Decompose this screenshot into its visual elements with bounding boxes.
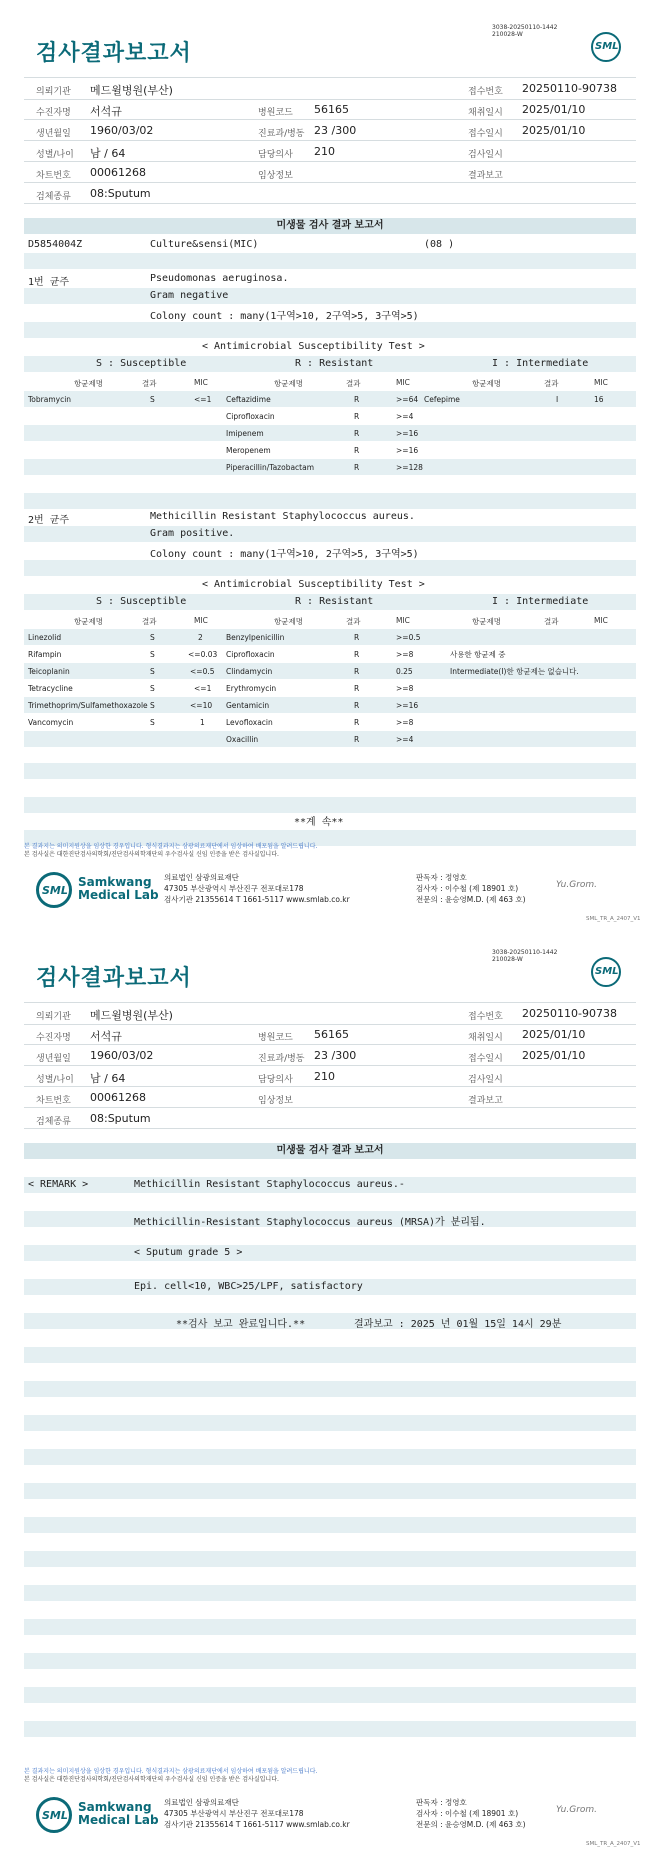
doctor-value: 210 [314, 145, 335, 158]
birth-value: 1960/03/02 [90, 1049, 154, 1062]
test-name: Culture&sensi(MIC) [150, 239, 259, 250]
specimen-value: 08:Sputum [90, 1112, 151, 1125]
sml-logo-icon: SML [591, 32, 621, 62]
ast2-row-result: S [150, 701, 155, 710]
ast2-row-result: R [354, 684, 360, 693]
ast2-s-legend: S : Susceptible [96, 596, 187, 607]
sex-age-value: 남 / 64 [90, 1072, 126, 1085]
ast1-i-legend: I : Intermediate [492, 358, 589, 369]
report-title: 검사결과보고서 [36, 41, 192, 66]
ast1-row-mic: <=1 [194, 395, 212, 404]
doctor-label: 담당의사 [258, 150, 293, 160]
ast2-row-drug: Vancomycin [28, 718, 74, 727]
collect-date-value: 2025/01/10 [522, 103, 586, 116]
ast2-title: < Antimicrobial Susceptibility Test > [202, 579, 425, 590]
ast2-col-drug-2: 항균제명 [274, 617, 303, 626]
ast2-row-mic: >=8 [396, 650, 414, 659]
form-code: SML_TR_A_2407_V1 [586, 916, 641, 922]
lab-name: Samkwang Medical Lab [78, 875, 159, 902]
dept-label: 진료과/병동 [258, 1054, 305, 1064]
doctor-label: 담당의사 [258, 1075, 293, 1085]
ast1-col-result-1: 결과 [142, 379, 157, 388]
birth-value: 1960/03/02 [90, 124, 154, 137]
ast2-row-result: R [354, 701, 360, 710]
organism2-gram: Gram positive. [150, 528, 235, 539]
ast2-row-mic: <=10 [190, 701, 213, 710]
report-time: 결과보고 : 2025 년 01월 15일 14시 29분 [354, 1319, 562, 1330]
footer-notice1: 본 결과지는 의미지원상을 임상한 경우입니다. 형식결과지는 삼광의료재단에서 임상하여 배포됨을 알려드립니다. [24, 843, 318, 850]
ast2-row-result: R [354, 718, 360, 727]
receipt-no-value: 20250110-90738 [522, 82, 617, 95]
clinical-label: 임상정보 [258, 1096, 293, 1106]
ast2-col-mic-1: MIC [194, 616, 208, 625]
name-value: 서석규 [90, 105, 122, 118]
ast2-i-legend: I : Intermediate [492, 596, 589, 607]
ast2-row-mic: <=1 [194, 684, 212, 693]
ast1-row-mic: 16 [594, 395, 604, 404]
ast1-title: < Antimicrobial Susceptibility Test > [202, 341, 425, 352]
ast2-row-drug: Gentamicin [226, 701, 270, 710]
ast2-row-result: R [354, 667, 360, 676]
ast1-row-result: R [354, 463, 360, 472]
sml-logo-icon: SML [36, 1797, 72, 1833]
birth-label: 생년월일 [36, 1054, 71, 1064]
receipt-date-value: 2025/01/10 [522, 124, 586, 137]
collect-date-value: 2025/01/10 [522, 1028, 586, 1041]
ast1-s-legend: S : Susceptible [96, 358, 187, 369]
hospital-value: 메드윌병원(부산) [90, 1009, 173, 1022]
ast1-row-result: R [354, 446, 360, 455]
ast2-row-mic: 1 [200, 718, 205, 727]
dept-value: 23 /300 [314, 124, 357, 137]
ast2-col-mic-2: MIC [396, 616, 410, 625]
ast2-row-result: S [150, 667, 155, 676]
ast1-row-mic: >=64 [396, 395, 419, 404]
collect-date-label: 채취일시 [468, 1033, 503, 1043]
footer-notice1: 본 결과지는 의미지원상을 임상한 경우입니다. 형식결과지는 삼광의료재단에서 임상하여 배포됨을 알려드립니다. [24, 1768, 318, 1775]
organism1-name: Pseudomonas aeruginosa. [150, 273, 289, 284]
micro-section-title: 미생물 검사 결과 보고서 [24, 218, 636, 234]
ast2-row-result: R [354, 633, 360, 642]
hospital-value: 메드윌병원(부산) [90, 84, 173, 97]
ast1-row-mic: >=16 [396, 429, 419, 438]
ast2-row-mic: 0.25 [396, 667, 413, 676]
ast1-row-drug: Ciprofloxacin [226, 412, 275, 421]
remark-line-3: < Sputum grade 5 > [134, 1247, 243, 1258]
organism2-colony: Colony count : many(1구역>10, 2구역>5, 3구역>5) [150, 549, 419, 560]
ast2-row-drug: Clindamycin [226, 667, 273, 676]
test-code: D5854004Z [28, 239, 83, 250]
hospital-code-label: 병원코드 [258, 108, 293, 118]
specimen-label: 검체종류 [36, 192, 71, 202]
ast2-col-drug-3: 항균제명 [472, 617, 501, 626]
chart-label: 차트번호 [36, 1096, 71, 1106]
ast1-col-drug-2: 항균제명 [274, 379, 303, 388]
ast2-col-result-1: 결과 [142, 617, 157, 626]
ast2-col-drug-1: 항균제명 [74, 617, 103, 626]
ast2-row-drug: Teicoplanin [28, 667, 70, 676]
ast2-row-drug: Erythromycin [226, 684, 277, 693]
ast2-row-result: R [354, 650, 360, 659]
micro-section-title: 미생물 검사 결과 보고서 [24, 1143, 636, 1159]
sml-logo-icon: SML [36, 872, 72, 908]
ast2-row-drug: Trimethoprim/Sulfamethoxazole [28, 701, 148, 710]
chart-value: 00061268 [90, 1091, 146, 1104]
ast1-row-mic: >=128 [396, 463, 423, 472]
remark-line-2: Methicillin-Resistant Staphylococcus aureus (MRSA)가 분리됨. [134, 1217, 486, 1228]
hospital-code-label: 병원코드 [258, 1033, 293, 1043]
ast2-row-drug: Rifampin [28, 650, 62, 659]
ast1-row-result: I [556, 395, 559, 404]
ast1-col-drug-1: 항균제명 [74, 379, 103, 388]
name-label: 수진자명 [36, 1033, 71, 1043]
signers: 판독자 : 정영호 검사자 : 이수철 (제 18901 호) 전문의 : 윤승영M.D. (제 463 호) [416, 1798, 526, 1829]
ast2-col-result-3: 결과 [544, 617, 559, 626]
receipt-date-label: 접수일시 [468, 129, 503, 139]
ast2-row-mic: 2 [198, 633, 203, 642]
result-report-label: 결과보고 [468, 171, 503, 181]
barcode-text: 3038-20250110-1442 210028-W [492, 24, 558, 38]
organism2-label: 2번 균주 [28, 515, 70, 526]
receipt-no-label: 접수번호 [468, 1012, 503, 1022]
ast2-row-drug: Oxacillin [226, 735, 259, 744]
organism1-label: 1번 균주 [28, 277, 70, 288]
sex-age-label: 성별/나이 [36, 1075, 74, 1085]
receipt-no-label: 접수번호 [468, 87, 503, 97]
dept-value: 23 /300 [314, 1049, 357, 1062]
ast1-col-result-2: 결과 [346, 379, 361, 388]
ast1-r-legend: R : Resistant [295, 358, 374, 369]
ast1-col-mic-3: MIC [594, 378, 608, 387]
ast2-row-mic: >=0.5 [396, 633, 421, 642]
ast1-row-drug: Ceftazidime [226, 395, 271, 404]
chart-label: 차트번호 [36, 171, 71, 181]
specimen-label: 검체종류 [36, 1117, 71, 1127]
dept-label: 진료과/병동 [258, 129, 305, 139]
ast1-col-mic-2: MIC [396, 378, 410, 387]
ast2-row-mic: <=0.5 [190, 667, 215, 676]
ast2-row-mic: >=8 [396, 718, 414, 727]
signers: 판독자 : 정영호 검사자 : 이수철 (제 18901 호) 전문의 : 윤승영M.D. (제 463 호) [416, 873, 526, 904]
ast2-note2: Intermediate(I)한 항균제는 없습니다. [450, 667, 579, 676]
sml-logo-icon: SML [591, 957, 621, 987]
ast2-row-mic: >=16 [396, 701, 419, 710]
specimen-value: 08:Sputum [90, 187, 151, 200]
clinical-label: 임상정보 [258, 171, 293, 181]
ast2-r-legend: R : Resistant [295, 596, 374, 607]
sex-age-value: 남 / 64 [90, 147, 126, 160]
result-report-label: 결과보고 [468, 1096, 503, 1106]
name-label: 수진자명 [36, 108, 71, 118]
footer-notice2: 본 검사실은 대한진단검사의학회/진단검사의학재단의 우수검사실 신임 인증을 받은 검사실입니다. [24, 851, 279, 858]
hospital-code-value: 56165 [314, 103, 349, 116]
form-code: SML_TR_A_2407_V1 [586, 1841, 641, 1847]
ast1-row-result: R [354, 412, 360, 421]
ast1-row-drug: Piperacillin/Tazobactam [226, 463, 315, 472]
ast2-row-result: S [150, 718, 155, 727]
ast2-row-result: S [150, 684, 155, 693]
remark-line-4: Epi. cell<10, WBC>25/LPF, satisfactory [134, 1281, 363, 1292]
ast1-col-result-3: 결과 [544, 379, 559, 388]
signature: Yu.Grom. [556, 880, 598, 890]
sex-age-label: 성별/나이 [36, 150, 74, 160]
ast2-row-result: S [150, 633, 155, 642]
receipt-no-value: 20250110-90738 [522, 1007, 617, 1020]
continued-text: **계 속** [294, 817, 344, 828]
name-value: 서석규 [90, 1030, 122, 1043]
ast1-row-result: R [354, 395, 360, 404]
ast2-row-drug: Levofloxacin [226, 718, 273, 727]
organism1-colony: Colony count : many(1구역>10, 2구역>5, 3구역>5) [150, 311, 419, 322]
ast1-row-drug: Tobramycin [28, 395, 72, 404]
ast1-col-drug-3: 항균제명 [472, 379, 501, 388]
lab-name: Samkwang Medical Lab [78, 1800, 159, 1827]
hospital-label: 의뢰기관 [36, 1012, 71, 1022]
receipt-date-label: 접수일시 [468, 1054, 503, 1064]
hospital-label: 의뢰기관 [36, 87, 71, 97]
signature: Yu.Grom. [556, 1805, 598, 1815]
doctor-value: 210 [314, 1070, 335, 1083]
ast2-row-result: R [354, 735, 360, 744]
ast2-row-drug: Tetracycline [28, 684, 73, 693]
test-spec: (08 ) [424, 239, 455, 250]
ast1-col-mic-1: MIC [194, 378, 208, 387]
ast2-row-result: S [150, 650, 155, 659]
barcode-text: 3038-20250110-1442 210028-W [492, 949, 558, 963]
ast2-row-mic: >=8 [396, 684, 414, 693]
birth-label: 생년월일 [36, 129, 71, 139]
ast1-row-drug: Imipenem [226, 429, 264, 438]
ast2-row-mic: <=0.03 [188, 650, 218, 659]
lab-address: 의료법인 삼광의료재단 47305 부산광역시 부산진구 전포대로178 검사기관 21355614 T 1661-5117 www.smlab.co.kr [164, 1798, 350, 1829]
organism1-gram: Gram negative [150, 290, 229, 301]
receipt-date-value: 2025/01/10 [522, 1049, 586, 1062]
ast1-row-result: R [354, 429, 360, 438]
remark-label: < REMARK > [28, 1179, 89, 1190]
remark-line-1: Methicillin Resistant Staphylococcus aureus.- [134, 1179, 405, 1190]
hospital-code-value: 56165 [314, 1028, 349, 1041]
ast1-row-mic: >=16 [396, 446, 419, 455]
report-page-2 [0, 925, 655, 1850]
ast1-row-result: S [150, 395, 155, 404]
report-complete: **검사 보고 완료입니다.** [176, 1319, 306, 1330]
collect-date-label: 채취일시 [468, 108, 503, 118]
exam-date-label: 검사일시 [468, 1075, 503, 1085]
footer-notice2: 본 검사실은 대한진단검사의학회/진단검사의학재단의 우수검사실 신임 인증을 받은 검사실입니다. [24, 1776, 279, 1783]
ast2-row-drug: Linezolid [28, 633, 62, 642]
ast2-col-result-2: 결과 [346, 617, 361, 626]
exam-date-label: 검사일시 [468, 150, 503, 160]
lab-address: 의료법인 삼광의료재단 47305 부산광역시 부산진구 전포대로178 검사기관 21355614 T 1661-5117 www.smlab.co.kr [164, 873, 350, 904]
ast1-row-mic: >=4 [396, 412, 414, 421]
chart-value: 00061268 [90, 166, 146, 179]
ast1-row-drug: Meropenem [226, 446, 271, 455]
report-title: 검사결과보고서 [36, 966, 192, 991]
ast2-row-mic: >=4 [396, 735, 414, 744]
ast2-col-mic-3: MIC [594, 616, 608, 625]
ast2-row-drug: Benzylpenicillin [226, 633, 285, 642]
ast1-row-drug: Cefepime [424, 395, 460, 404]
ast2-row-drug: Ciprofloxacin [226, 650, 275, 659]
ast2-note1: 사용한 항균제 중 [450, 650, 506, 659]
organism2-name: Methicillin Resistant Staphylococcus aureus. [150, 511, 415, 522]
